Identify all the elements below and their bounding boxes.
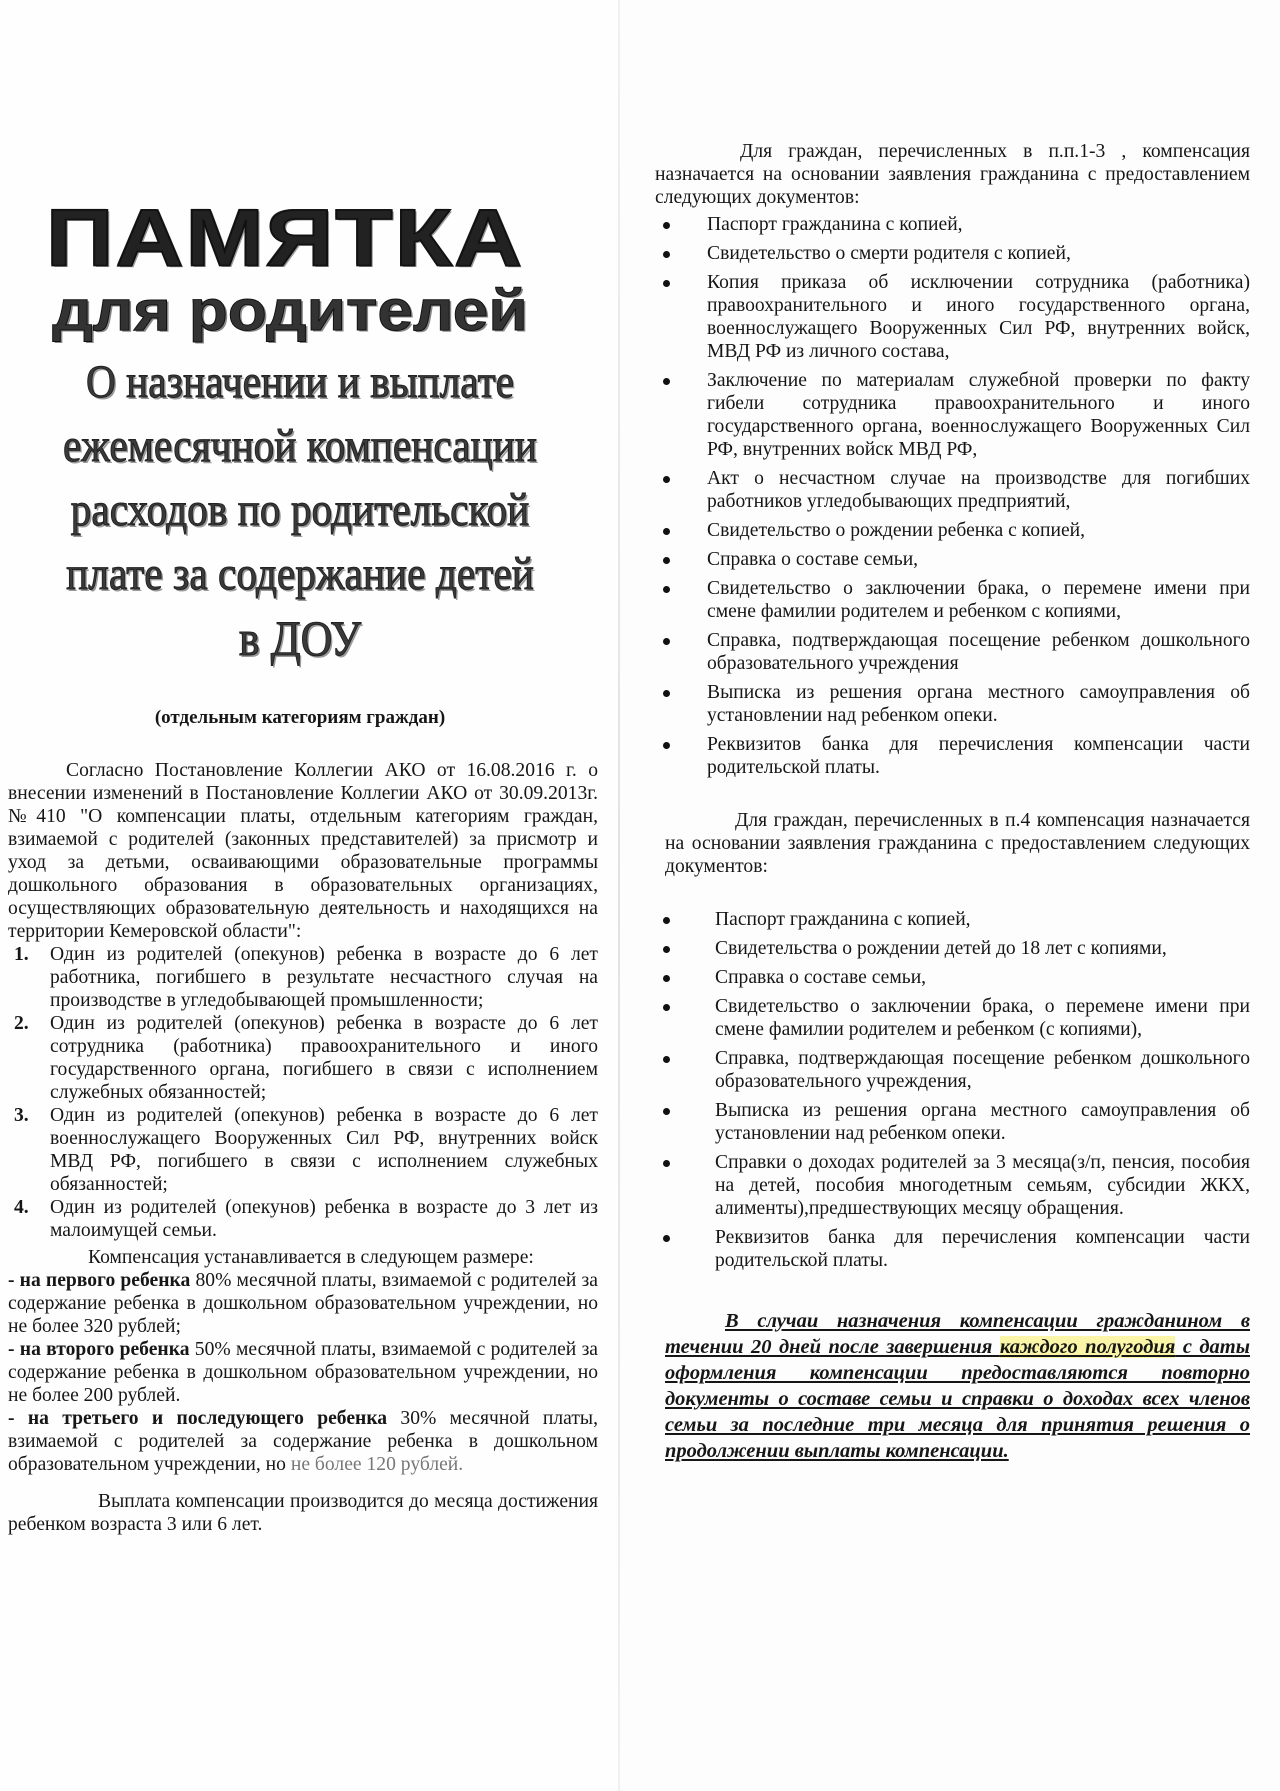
docs-intro-4: Для граждан, перечисленных в п.4 компенсация назначается на основании заявления гражданина с предоставлением следующих документов: <box>665 810 1250 877</box>
category-item <box>8 1012 598 1104</box>
list-item-text: Реквизитов банка для перечисления компенсации части родительской платы. <box>715 1227 1250 1271</box>
compensation-second-child <box>8 1338 598 1407</box>
list-item-text: Справка о составе семьи, <box>715 967 927 988</box>
list-item-text: Справки о доходах родителей за 3 месяца(з/п, пенсия, пособия на детей, пособия многодетным семьям, субсидии ЖКХ, алименты),предшествующих месяцу обращения. <box>715 1152 1250 1219</box>
list-item-text: Справка, подтверждающая посещение ребенком дошкольного образовательного учреждения, <box>715 1048 1250 1092</box>
list-item-text: Свидетельство о смерти родителя с копией, <box>707 243 1071 264</box>
category-text: Один из родителей (опекунов) ребенка в возрасте до 6 лет военнослужащего Вооруженных Сил РФ, внутренних войск МВД РФ, погибшего в связи с исполнением служебных обязанностей; <box>50 1105 598 1195</box>
list-item-text: Свидетельство о рождении ребенка с копией, <box>707 520 1086 541</box>
documents-list-1-3 <box>655 213 1250 779</box>
first-child-text: 80% месячной платы, взимаемой с родителей за содержание ребенка в дошкольном образовательном учреждении, но не более 320 рублей; <box>8 1270 598 1337</box>
bullet-icon <box>663 1056 670 1063</box>
list-item <box>655 1047 1250 1093</box>
bullet-icon <box>663 280 670 287</box>
title-line-4: ежемесячной компенсации <box>62 420 538 472</box>
category-item <box>8 943 598 1012</box>
second-child-label: - на второго ребенка <box>8 1339 190 1360</box>
list-item <box>655 681 1250 727</box>
notice-highlight: каждого полугодия <box>999 1336 1176 1358</box>
notice-part-2: с даты оформления компенсации предоставляются повторно документы о составе семьи и справки о доходах всех членов семьи за последние три месяца для принятия решения о продолжении выплаты компенсации. <box>665 1336 1250 1462</box>
list-item <box>655 519 1250 542</box>
list-item-text: Выписка из решения органа местного самоуправления об установлении над ребенком опеки. <box>707 682 1250 726</box>
bullet-icon <box>663 917 670 924</box>
list-item-text: Заключение по материалам служебной проверки по факту гибели сотрудника правоохранительного и иного государственного органа, военнослужащего Вооруженных Сил РФ, внутренних войск МВД РФ, <box>707 370 1250 460</box>
list-item <box>655 1099 1250 1145</box>
category-text: Один из родителей (опекунов) ребенка в возрасте до 6 лет сотрудника (работника) правоохранительного и иного государственного органа, погибшего в связи с исполнением служебных обязанностей; <box>50 1013 598 1103</box>
list-item <box>655 995 1250 1041</box>
list-item-text: Реквизитов банка для перечисления компенсации части родительской платы. <box>707 734 1250 778</box>
bullet-icon <box>663 690 670 697</box>
bullet-icon <box>663 1004 670 1011</box>
list-item <box>655 937 1250 960</box>
compensation-third-child <box>8 1407 598 1476</box>
list-item <box>655 733 1250 779</box>
second-child-text: 50% месячной платы, взимаемой с родителей за содержание ребенка в дошкольном образовательном учреждении, но не более 200 рублей. <box>8 1339 599 1406</box>
list-item-text: Свидетельство о заключении брака, о перемене имени при смене фамилии родителем и ребенком (с копиями), <box>715 996 1250 1040</box>
bullet-icon <box>663 1160 670 1167</box>
bullet-icon <box>663 378 670 385</box>
categories-subtitle: (отдельным категориям граждан) <box>154 707 446 728</box>
bullet-icon <box>663 1108 670 1115</box>
title-line-6: плате за содержание детей <box>66 548 534 600</box>
list-item <box>655 369 1250 461</box>
list-item <box>655 271 1250 363</box>
page-fold-line <box>618 0 620 1791</box>
left-body-text <box>8 759 598 1536</box>
list-item-text: Выписка из решения органа местного самоуправления об установлении над ребенком опеки. <box>715 1100 1250 1144</box>
third-child-label: - на третьего и последующего ребенка <box>8 1408 388 1429</box>
first-child-label: - на первого ребенка <box>8 1270 191 1291</box>
list-item <box>655 577 1250 623</box>
third-child-text: 30% месячной платы, взимаемой с родителей за содержание ребенка в дошкольном образовательном учреждении, но <box>8 1408 598 1475</box>
docs-intro-1-3: Для граждан, перечисленных в п.п.1-3 , компенсация назначается на основании заявления гражданина с предоставлением следующих документов: <box>655 141 1250 208</box>
category-text: Один из родителей (опекунов) ребенка в возрасте до 6 лет работника, погибшего в результате несчастного случая на производстве в угледобывающей промышленности; <box>50 944 598 1011</box>
list-item <box>655 548 1250 571</box>
list-item-text: Копия приказа об исключении сотрудника (работника) правоохранительного и иного государственного органа, военнослужащего Вооруженных Сил РФ, внутренних войск, МВД РФ из личного состава, <box>707 272 1250 362</box>
intro-paragraph: Согласно Постановление Коллегии АКО от 16.08.2016 г. о внесении изменений в Постановление Коллегии АКО от 30.09.2013г. №410 "О компенсации платы, отдельным категориям граждан, взимаемой с родителей (законных представителей) за присмотр и уход за детьми, осваивающими образовательные программы дошкольного образования в образовательных организациях, осуществляющих образовательную деятельность и находящихся на территории Кемеровской области": <box>8 760 598 942</box>
list-item-text: Справка о составе семьи, <box>707 549 919 570</box>
category-number: 4. <box>14 1197 29 1218</box>
list-item <box>655 242 1250 265</box>
list-item-text: Справка, подтверждающая посещение ребенком дошкольного образовательного учреждения <box>707 630 1250 674</box>
notice-part-1: В случаи назначения компенсации гражданином в течении 20 дней после завершения <box>665 1310 1250 1358</box>
documents-list-4 <box>655 908 1250 1272</box>
list-item-text: Свидетельства о рождении детей до 18 лет с копиями, <box>715 938 1167 959</box>
list-item-text: Акт о несчастном случае на производстве для погибших работников угледобывающих предприятий, <box>707 468 1250 512</box>
bullet-icon <box>663 638 670 645</box>
bullet-icon <box>663 946 670 953</box>
list-item <box>655 467 1250 513</box>
category-item <box>8 1104 598 1196</box>
payout-paragraph: Выплата компенсации производится до месяца достижения ребенком возраста 3 или 6 лет. <box>8 1491 598 1535</box>
category-number: 2. <box>14 1013 29 1034</box>
list-item-text: Паспорт гражданина с копией, <box>707 214 963 235</box>
memo-subtitle-parents: для родителей <box>52 277 528 343</box>
third-child-tail: не более 120 рублей. <box>290 1454 464 1475</box>
memo-title: ПАМЯТКА <box>46 192 524 283</box>
list-item-text: Свидетельство о заключении брака, о перемене имени при смене фамилии родителем и ребенком с копиями, <box>707 578 1250 622</box>
compensation-first-child <box>8 1269 598 1338</box>
compensation-intro: Компенсация устанавливается в следующем размере: <box>88 1247 534 1268</box>
bullet-icon <box>663 528 670 535</box>
list-item <box>655 213 1250 236</box>
right-column <box>655 140 1250 1464</box>
bullet-icon <box>663 557 670 564</box>
title-line-3: О назначении и выплате <box>85 356 515 408</box>
bullet-icon <box>663 975 670 982</box>
list-item-text: Паспорт гражданина с копией, <box>715 909 971 930</box>
category-number: 3. <box>14 1105 29 1126</box>
categories-list <box>8 943 598 1242</box>
title-line-7: в ДОУ <box>238 610 362 666</box>
memo-title-block <box>54 350 547 670</box>
title-line-5: расходов по родительской <box>70 484 530 536</box>
bullet-icon <box>663 476 670 483</box>
list-item <box>655 966 1250 989</box>
category-item <box>8 1196 598 1242</box>
left-column <box>0 0 618 1791</box>
category-number: 1. <box>14 944 29 965</box>
list-item <box>655 1151 1250 1220</box>
list-item <box>655 1226 1250 1272</box>
resubmission-notice <box>665 1308 1250 1464</box>
bullet-icon <box>663 222 670 229</box>
bullet-icon <box>663 586 670 593</box>
bullet-icon <box>663 742 670 749</box>
list-item <box>655 908 1250 931</box>
list-item <box>655 629 1250 675</box>
bullet-icon <box>663 1235 670 1242</box>
bullet-icon <box>663 251 670 258</box>
category-text: Один из родителей (опекунов) ребенка в возрасте до 3 лет из малоимущей семьи. <box>50 1197 598 1241</box>
